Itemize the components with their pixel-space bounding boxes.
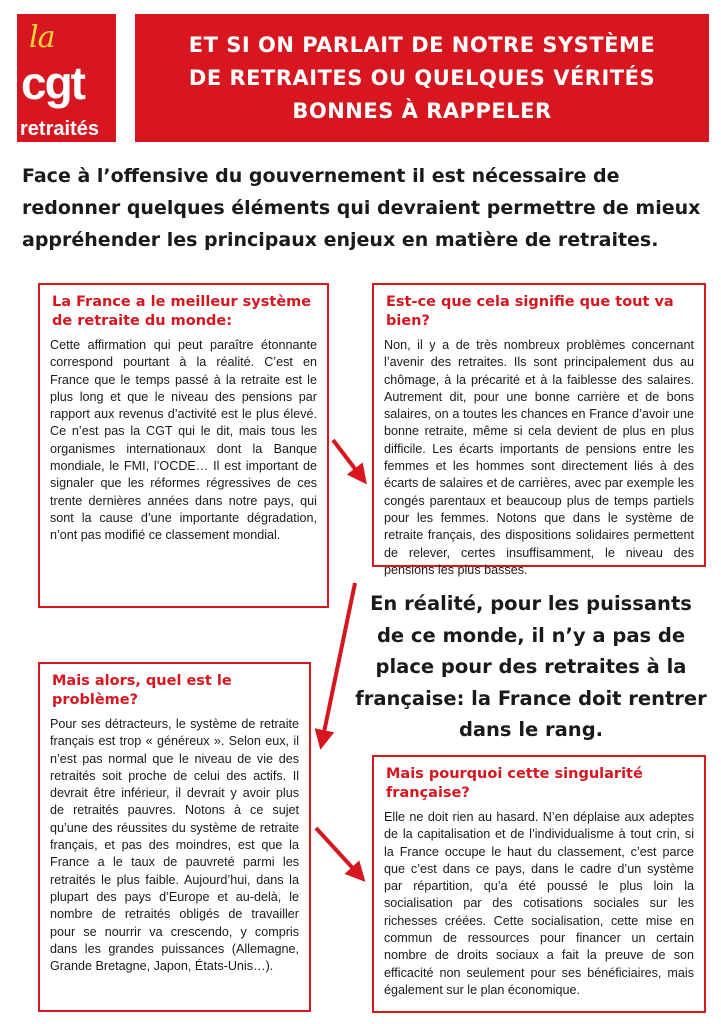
logo-la-text: la <box>29 20 55 55</box>
box-singularite-body: Elle ne doit rien au hasard. N’en déplaise aux adeptes de la capitalisation et de l’individualisme à tout crin, si la France occupe le haut du classement, c’est parce que c’est dans ce pays, dans le cadre d’un système par répartition, qu’a été poussé le plus loin la socialisation par des cotisations sociales sur les richesses créées. Cette socialisation, cette mise en commun de ressources pour financer un certain nombre de droits sociaux a fait la preuve de son efficacité non seulement pour ses bénéficiaires, mais également sur le plan économique. <box>384 810 694 997</box>
intro-paragraph: Face à l’offensive du gouvernement il est nécessaire de redonner quelques éléments qui devraient permettre de mieux appréhender les principaux enjeux en matière de retraites. <box>22 165 701 251</box>
box-probleme-heading: Mais alors, quel est le problème? <box>52 673 232 708</box>
box-singularite-heading: Mais pourquoi cette singularité française? <box>386 766 643 801</box>
arrow-to-box4 <box>316 828 360 876</box>
box-tout-va-bien <box>372 283 706 577</box>
box-meilleur-systeme-body: Cette affirmation qui peut paraître étonnante correspond pourtant à la réalité. C’est en France que le temps passé à la retraite est le plus long et que le niveau des pensions par rapport aux revenus d’activité est le plus élevé. Ce n’est pas la CGT qui le dit, mais tous les organismes internationaux dont la Banque mondiale, le FMI, l’OCDE… Il est important de signaler que les réformes régressives de ces trente dernières années dans notre pays, qui sont la cause d’une importante dégradation, n’ont pas modifié ce classement mondial. <box>50 338 317 543</box>
box-meilleur-systeme-heading: La France a le meilleur système de retraite du monde: <box>52 294 312 329</box>
box-tout-va-bien-body: Non, il y a de très nombreux problèmes concernant l’avenir des retraites. Ils sont principalement dus au chômage, à la précarité et à la faiblesse des salaires. Autrement dit, pour une bonne carrière et de bons salaires, on a toutes les chances en France d’avoir une bonne retraite, même si cela devient de plus en plus difficile. Les écarts importants de pensions entre les femmes et les hommes sont directement liés à des écarts de salaires et de carrières, avec par exemple les congés parentaux et beaucoup plus de temps partiels pour les femmes. Notons que dans le système de retraite français, des dispositions solidaires permettent de relever, certes insuffisamment, le niveau des pensions les plus basses. <box>384 338 694 577</box>
title-line-2: DE RETRAITES OU QUELQUES VÉRITÉS <box>188 65 656 90</box>
box-singularite <box>372 755 706 1013</box>
arrow-to-box2 <box>333 440 362 478</box>
box-probleme-body: Pour ses détracteurs, le système de retraite français est trop « généreux ». Selon eux, il n’est pas normal que le niveau de vie des retraités soit proche de celui des actifs. Il devrait être inférieur, il devrait y avoir plus de retraités pauvres. Notons à ce sujet qu’une des réussites du système de retraite français, et pas des moindres, est que la France a le taux de pauvreté parmi les retraités le plus faible. Aujourd’hui, dans la plupart des pays d’Europe et au-delà, le nombre de retraités obligés de travailler pour se nourrir va crescendo, y compris dans les grandes puissances (Allemagne, Grande Bretagne, Japon, États-Unis…). <box>50 717 299 974</box>
title-banner <box>135 14 709 142</box>
center-quote: En réalité, pour les puissants de ce monde, il n’y a pas de place pour des retraites à la française: la France doit rentrer dans le rang. <box>355 592 707 741</box>
box-tout-va-bien-heading: Est-ce que cela signifie que tout va bien? <box>386 294 674 329</box>
title-line-3: BONNES À RAPPELER <box>292 98 552 123</box>
box-probleme <box>38 662 311 1012</box>
cgt-retraites-logo <box>17 14 116 142</box>
logo-retraites-text: retraités <box>20 118 99 140</box>
box-meilleur-systeme <box>38 283 329 608</box>
title-line-1: ET SI ON PARLAIT DE NOTRE SYSTÈME <box>188 32 656 57</box>
logo-cgt-text: cgt <box>21 57 84 109</box>
